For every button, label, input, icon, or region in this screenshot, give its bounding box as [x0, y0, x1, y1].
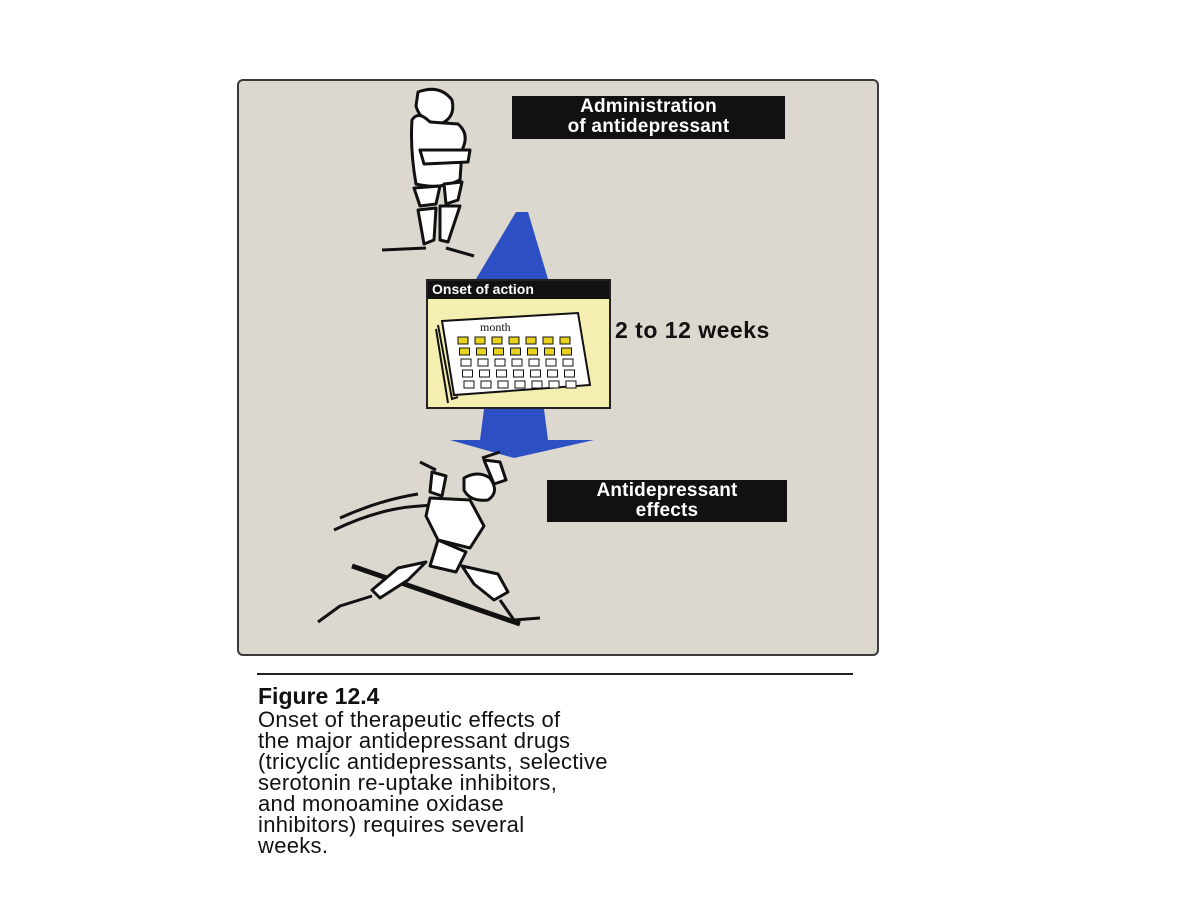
- figure-title: Figure 12.4: [258, 683, 380, 709]
- calendar-day: [529, 359, 539, 366]
- calendar-day-marked: [545, 348, 555, 355]
- onset-of-action-title: Onset of action: [428, 281, 609, 299]
- calendar-day-marked: [509, 337, 519, 344]
- calendar-month-text: month: [480, 320, 511, 334]
- calendar-day: [480, 370, 490, 377]
- antidepressant-effects-label: [547, 480, 787, 522]
- figure-caption: Onset of therapeutic effects of the major antidepressant drugs (tricyclic antidepressants, selective serotonin re-uptake inhibitors, and monoamine oxidase inhibitors) requires several weeks.: [258, 707, 608, 858]
- calendar-day: [515, 381, 525, 388]
- calendar-day-marked: [494, 348, 504, 355]
- calendar-day: [566, 381, 576, 388]
- calendar-day-marked: [528, 348, 538, 355]
- administration-label-line-2: of antidepressant: [567, 116, 730, 137]
- calendar-day-marked: [543, 337, 553, 344]
- calendar-day: [461, 359, 471, 366]
- duration-label: 2 to 12 weeks: [615, 317, 770, 343]
- calendar-day: [546, 359, 556, 366]
- calendar-day: [498, 381, 508, 388]
- caption-divider: [257, 673, 853, 675]
- onset-of-action-box: [426, 279, 611, 409]
- sad-figure-icon: [382, 89, 474, 256]
- calendar-day: [497, 370, 507, 377]
- calendar-day-marked: [477, 348, 487, 355]
- calendar-day-marked: [560, 337, 570, 344]
- calendar-day: [565, 370, 575, 377]
- administration-label: [512, 96, 785, 139]
- calendar-day-marked: [562, 348, 572, 355]
- joyful-figure-icon: [318, 452, 540, 624]
- calendar-day-marked: [492, 337, 502, 344]
- calendar-day-marked: [460, 348, 470, 355]
- effects-label-line-1: Antidepressant: [596, 480, 738, 501]
- calendar-day: [532, 381, 542, 388]
- calendar-day: [464, 381, 474, 388]
- calendar-day: [495, 359, 505, 366]
- calendar-day: [531, 370, 541, 377]
- calendar-day: [548, 370, 558, 377]
- calendar-day: [478, 359, 488, 366]
- administration-label-line-1: Administration: [580, 96, 717, 117]
- calendar-day: [512, 359, 522, 366]
- calendar-day: [481, 381, 491, 388]
- calendar-day-marked: [458, 337, 468, 344]
- calendar-icon: [428, 299, 609, 407]
- calendar-day: [463, 370, 473, 377]
- calendar-day: [563, 359, 573, 366]
- calendar-day: [549, 381, 559, 388]
- calendar-day: [514, 370, 524, 377]
- calendar-day-marked: [511, 348, 521, 355]
- calendar-day-marked: [475, 337, 485, 344]
- effects-label-line-2: effects: [635, 500, 699, 521]
- calendar-day-marked: [526, 337, 536, 344]
